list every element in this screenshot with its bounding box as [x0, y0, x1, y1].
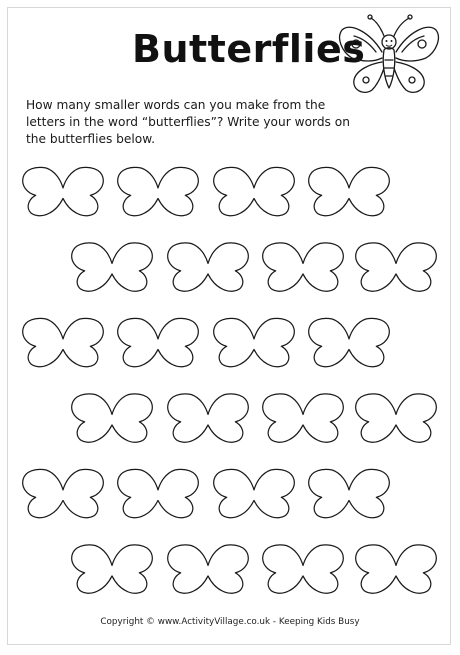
butterfly-answer-shape[interactable]	[356, 394, 437, 442]
butterfly-answer-shape[interactable]	[168, 243, 249, 291]
butterfly-answer-shape[interactable]	[263, 243, 344, 291]
butterfly-answer-shape[interactable]	[118, 469, 199, 517]
butterfly-answer-shape[interactable]	[309, 167, 390, 215]
copyright-footer: Copyright © www.ActivityVillage.co.uk - Keeping Kids Busy	[100, 617, 360, 627]
butterfly-answer-shape[interactable]	[309, 318, 390, 366]
butterfly-answer-shape[interactable]	[23, 318, 104, 366]
instructions-text: How many smaller words can you make from the letters in the word “butterflies”? Write your words on the butterflies below.	[26, 98, 350, 146]
butterfly-answer-shape[interactable]	[214, 167, 295, 215]
butterfly-answer-shape[interactable]	[168, 545, 249, 593]
butterfly-answer-shape[interactable]	[72, 545, 153, 593]
butterfly-answer-shape[interactable]	[356, 243, 437, 291]
butterfly-answer-shape[interactable]	[168, 394, 249, 442]
butterfly-answer-shape[interactable]	[263, 545, 344, 593]
butterfly-answer-shape[interactable]	[72, 243, 153, 291]
butterfly-answer-shape[interactable]	[118, 167, 199, 215]
butterfly-answer-shape[interactable]	[356, 545, 437, 593]
butterfly-answer-shape[interactable]	[23, 167, 104, 215]
butterfly-answer-shape[interactable]	[72, 394, 153, 442]
butterfly-answer-shape[interactable]	[23, 469, 104, 517]
butterfly-answer-shape[interactable]	[214, 318, 295, 366]
butterfly-answer-shape[interactable]	[214, 469, 295, 517]
worksheet-title: Butterflies	[132, 27, 366, 71]
butterfly-answer-shape[interactable]	[118, 318, 199, 366]
butterfly-answer-shape[interactable]	[309, 469, 390, 517]
butterfly-answer-shape[interactable]	[263, 394, 344, 442]
